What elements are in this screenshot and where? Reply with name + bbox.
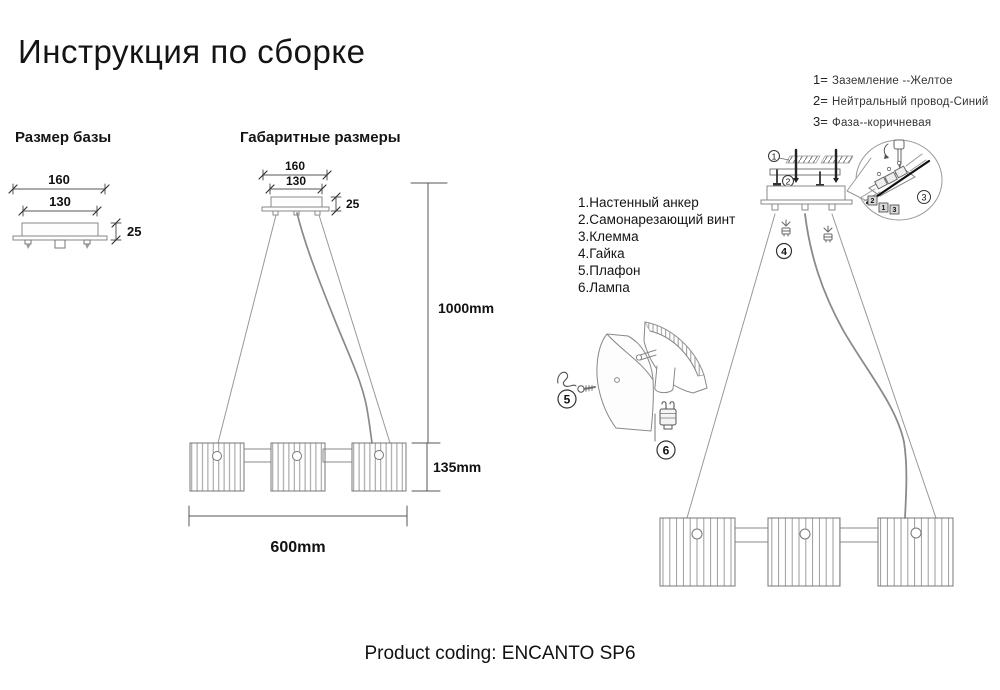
parts-list-item: 4.Гайка bbox=[578, 246, 625, 261]
svg-text:3: 3 bbox=[921, 192, 927, 203]
connector-bar bbox=[735, 528, 768, 542]
base-dim-outer-label: 160 bbox=[48, 172, 70, 187]
base-dim-height bbox=[111, 219, 141, 244]
base-dim-inner-label: 130 bbox=[49, 194, 71, 209]
wiring-legend bbox=[813, 72, 989, 135]
parts-list-item: 5.Плафон bbox=[578, 263, 641, 278]
power-cord bbox=[297, 213, 372, 443]
overall-dim-shade bbox=[412, 443, 481, 491]
shade-screw bbox=[578, 386, 595, 393]
product-code-caption: Product coding: ENCANTO SP6 bbox=[364, 643, 636, 664]
legend-label: Нейтральный провод-Синий bbox=[832, 96, 989, 108]
page-title: Инструкция по сборке bbox=[18, 33, 366, 70]
overall-dim-shade-label: 135mm bbox=[433, 459, 482, 475]
assembly-power-cord bbox=[805, 214, 906, 518]
canopy-rim bbox=[262, 207, 329, 211]
assembly-wire-right bbox=[832, 214, 936, 518]
base-dim-outer bbox=[9, 172, 109, 194]
callout-terminal bbox=[918, 191, 931, 204]
svg-text:4: 4 bbox=[781, 246, 787, 258]
svg-text:2: 2 bbox=[870, 198, 875, 205]
base-plate-screws bbox=[25, 240, 90, 249]
assembly-canopy-body bbox=[767, 186, 845, 200]
svg-text:1: 1 bbox=[771, 151, 777, 162]
svg-text:5: 5 bbox=[563, 392, 571, 407]
overall-dim-width bbox=[189, 506, 407, 556]
shade-row bbox=[190, 443, 406, 491]
mounting-bar bbox=[770, 169, 840, 175]
legend-num: 2= bbox=[813, 93, 828, 108]
parts-list bbox=[578, 194, 735, 296]
parts-list-item: 1.Настенный анкер bbox=[578, 195, 699, 210]
overall-dimensions-diagram bbox=[189, 159, 494, 556]
spring-clip bbox=[558, 372, 576, 386]
legend-label: Заземление --Желтое bbox=[832, 75, 953, 87]
svg-text:6: 6 bbox=[662, 443, 670, 458]
canopy-dim-height-label: 25 bbox=[346, 197, 360, 211]
legend-num: 1= bbox=[813, 72, 828, 87]
callout-anchor bbox=[769, 151, 780, 162]
overall-dim-inner-label: 130 bbox=[285, 174, 307, 188]
connector-bar bbox=[323, 449, 352, 462]
callout-nut bbox=[777, 244, 792, 259]
legend-row-phase bbox=[813, 114, 989, 135]
base-size-diagram bbox=[9, 172, 141, 249]
wire-tag-neutral bbox=[868, 196, 877, 205]
overall-dim-width-label: 600mm bbox=[270, 539, 326, 556]
legend-row-neutral bbox=[813, 93, 989, 114]
legend-row-ground bbox=[813, 72, 989, 93]
canopy-body bbox=[271, 197, 322, 207]
overall-dim-drop bbox=[411, 183, 494, 443]
parts-list-item: 6.Лампа bbox=[578, 280, 630, 295]
overall-dim-drop-label: 1000mm bbox=[438, 300, 495, 316]
overall-section-title: Габаритные размеры bbox=[240, 129, 401, 146]
parts-list-item: 2.Самонарезающий винт bbox=[578, 212, 736, 227]
base-plate-body bbox=[22, 223, 98, 236]
assembled-shade-row bbox=[660, 518, 953, 586]
parts-list-item: 3.Клемма bbox=[578, 229, 639, 244]
overall-dim-outer-label: 160 bbox=[284, 159, 306, 173]
suspension-wire-left bbox=[218, 215, 276, 443]
legend-num: 3= bbox=[813, 114, 828, 129]
glass-shade bbox=[597, 334, 653, 431]
connector-bar bbox=[244, 449, 271, 462]
exploded-shade-assembly bbox=[558, 322, 707, 459]
callout-screw bbox=[783, 176, 794, 187]
assembly-canopy-hangers bbox=[772, 204, 835, 210]
svg-text:3: 3 bbox=[892, 207, 897, 214]
base-plate-rim bbox=[13, 236, 107, 240]
connector-bar bbox=[840, 528, 878, 542]
callout-shade bbox=[558, 390, 576, 408]
canopy-dim-height bbox=[331, 193, 360, 215]
terminal-inset bbox=[847, 140, 942, 220]
legend-label: Фаза--коричневая bbox=[832, 117, 932, 129]
callout-lamp bbox=[657, 441, 675, 459]
overall-dim-inner bbox=[266, 174, 326, 194]
suspension-wire-right bbox=[319, 215, 390, 443]
svg-text:1: 1 bbox=[881, 205, 886, 212]
base-dim-height-label: 25 bbox=[127, 224, 142, 239]
assembly-canopy-rim bbox=[761, 200, 852, 204]
base-section-title: Размер базы bbox=[15, 129, 112, 146]
base-dim-inner bbox=[19, 194, 101, 216]
wire-tag-phase bbox=[890, 205, 899, 214]
lamp-bulb bbox=[660, 402, 676, 429]
wire-tag-ground bbox=[879, 203, 888, 212]
svg-text:2: 2 bbox=[785, 176, 791, 187]
